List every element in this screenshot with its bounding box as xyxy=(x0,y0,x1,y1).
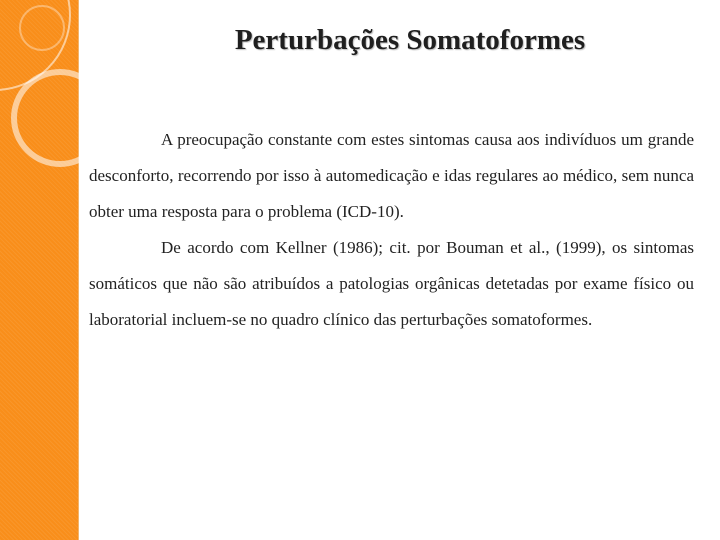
decorative-circles xyxy=(0,0,90,200)
deco-circle-small xyxy=(20,6,64,50)
paragraph-2: De acordo com Kellner (1986); cit. por Bouman et al., (1999), os sintomas somáticos que não são atribuídos a patologias orgânicas detetadas por exame físico ou laboratorial incluem-se no quadro clínico das perturbações somatoformes. xyxy=(89,238,694,329)
paragraph-1: A preocupação constante com estes sintomas causa aos indivíduos um grande desconforto, recorrendo por isso à automedicação e idas regulares ao médico, sem nunca obter uma resposta para o problema (ICD-10). xyxy=(89,130,694,221)
deco-circle-medium xyxy=(14,72,90,164)
slide-body xyxy=(89,122,694,338)
slide-title: Perturbações Somatoformes xyxy=(234,24,586,56)
